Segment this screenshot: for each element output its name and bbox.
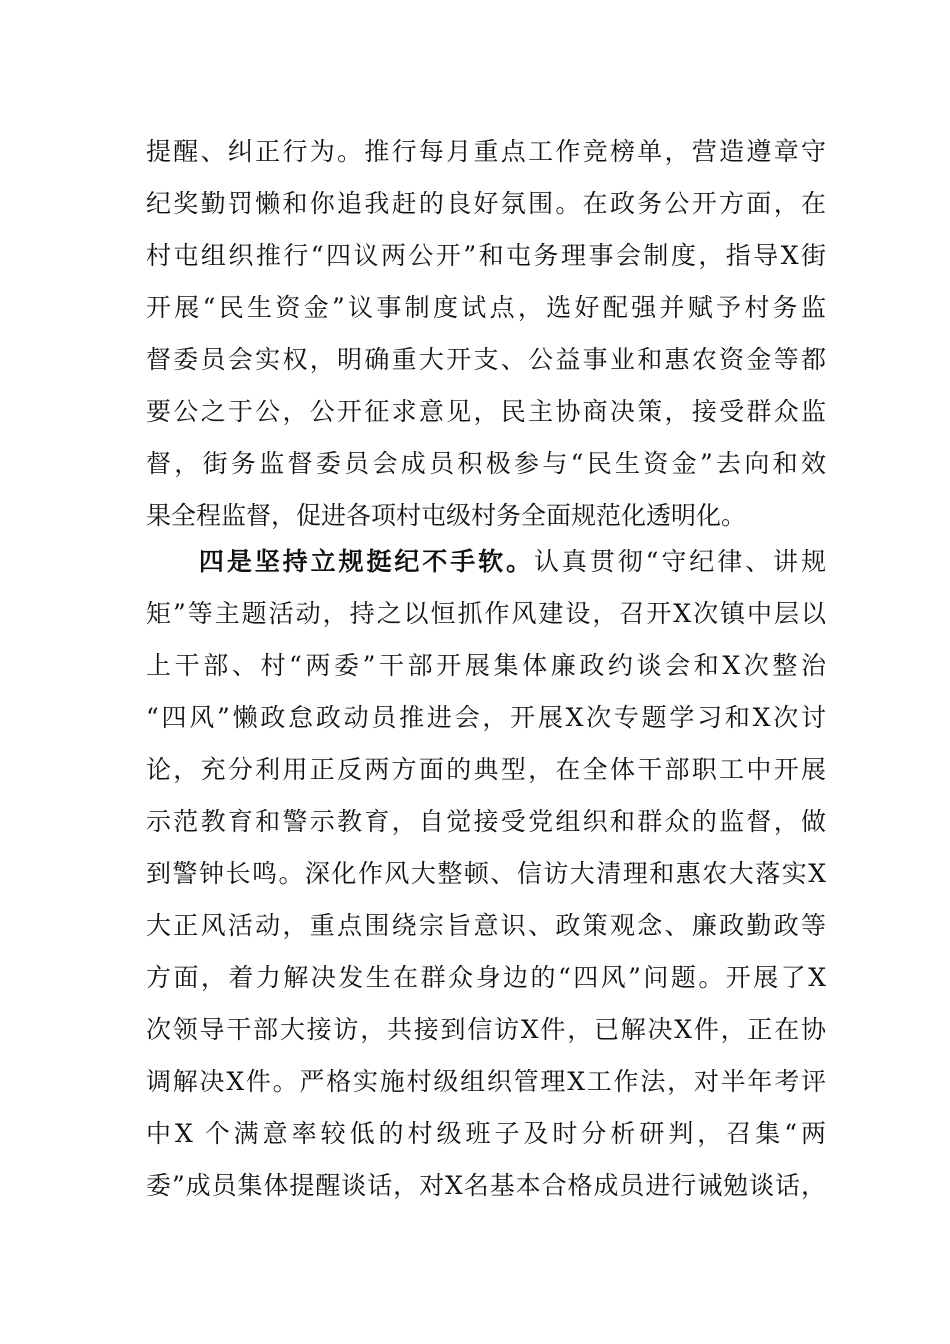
paragraph-line: 调解决X件。严格实施村级组织管理X工作法，对半年考评 [146, 1067, 826, 1096]
paragraph-heading: 四是坚持立规挺纪不手软。 [196, 547, 534, 576]
paragraph-1 [146, 126, 826, 542]
paragraph-line: 中X 个满意率较低的村级班子及时分析研判，召集“两 [146, 1119, 826, 1148]
paragraph-line: 委”成员集体提醒谈话，对X名基本合格成员进行诫勉谈话， [146, 1171, 826, 1200]
paragraph-line: 到警钟长鸣。深化作风大整顿、信访大清理和惠农大落实X [146, 859, 826, 888]
paragraph-line: 要公之于公，公开征求意见，民主协商决策，接受群众监 [146, 397, 826, 426]
paragraph-line: 次领导干部大接访，共接到信访X件，已解决X件，正在协 [146, 1015, 826, 1044]
paragraph-line: 论，充分利用正反两方面的典型，在全体干部职工中开展 [146, 755, 826, 784]
paragraph-line: 督，街务监督委员会成员积极参与“民生资金”去向和效 [146, 449, 826, 478]
paragraph-line: 村屯组织推行“四议两公开”和屯务理事会制度，指导X街 [146, 241, 826, 270]
paragraph-line: 方面，着力解决发生在群众身边的“四风”问题。开展了X [146, 963, 826, 992]
paragraph-line: “四风”懒政怠政动员推进会，开展X次专题学习和X次讨 [146, 703, 826, 732]
paragraph-first-line-text: 认真贯彻“守纪律、讲规 [533, 547, 826, 576]
paragraph-line: 开展“民生资金”议事制度试点，选好配强并赋予村务监 [146, 293, 826, 322]
paragraph-line: 果全程监督，促进各项村屯级村务全面规范化透明化。 [146, 501, 747, 530]
paragraph-line: 示范教育和警示教育，自觉接受党组织和群众的监督，做 [146, 807, 826, 836]
paragraph-line: 大正风活动，重点围绕宗旨意识、政策观念、廉政勤政等 [146, 911, 826, 940]
paragraph-first-line [146, 536, 826, 588]
paragraph-line: 纪奖勤罚懒和你追我赶的良好氛围。在政务公开方面，在 [146, 189, 826, 218]
paragraph-line: 上干部、村“两委”干部开展集体廉政约谈会和X次整治 [146, 651, 826, 680]
paragraph-line: 提醒、纠正行为。推行每月重点工作竞榜单，营造遵章守 [146, 137, 826, 166]
paragraph-2 [146, 536, 826, 1212]
paragraph-line: 矩”等主题活动，持之以恒抓作风建设，召开X次镇中层以 [146, 599, 826, 628]
paragraph-line: 督委员会实权，明确重大开支、公益事业和惠农资金等都 [146, 345, 826, 374]
